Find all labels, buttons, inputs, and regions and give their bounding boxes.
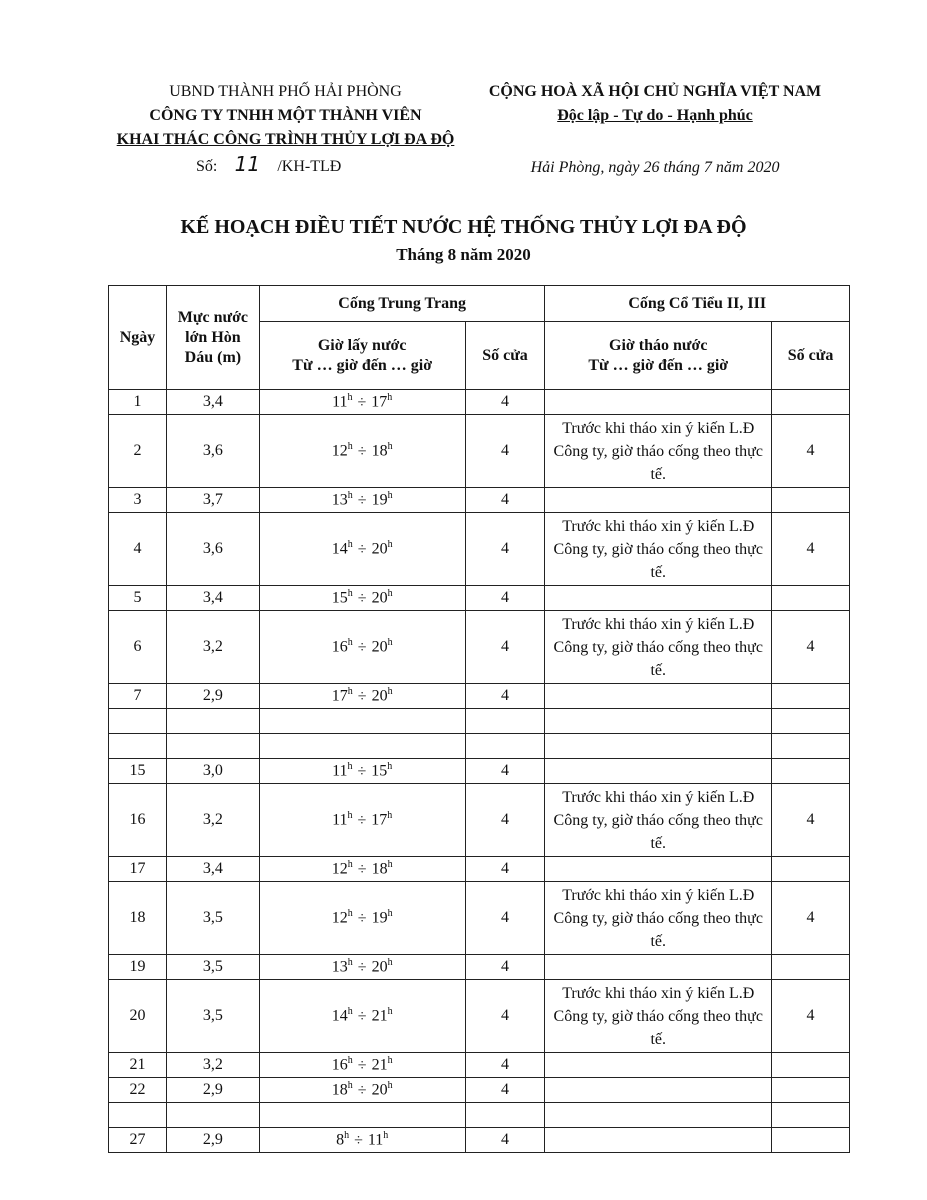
document-title: KẾ HOẠCH ĐIỀU TIẾT NƯỚC HỆ THỐNG THỦY LỢI ĐA ĐỘ: [180, 216, 747, 238]
gates-cell: 4: [465, 857, 545, 882]
hour-mark: h: [347, 392, 353, 404]
table-row: [109, 955, 850, 980]
gates2-cell: 4: [772, 611, 850, 684]
level-cell: 3,0: [166, 759, 259, 784]
empty-cell: [166, 734, 259, 759]
level-cell: 3,2: [166, 1053, 259, 1078]
time-to: 17: [371, 811, 388, 829]
release-note-cell: [545, 759, 772, 784]
gates2-cell: [772, 759, 850, 784]
hour-mark: h: [347, 957, 353, 969]
day-cell: 4: [109, 513, 167, 586]
hour-mark: h: [387, 392, 393, 404]
col-release-sub: Từ … giờ đến … giờ: [588, 356, 729, 374]
gates-cell: 4: [465, 882, 545, 955]
col-level-header: Mực nước lớn Hòn Dáu (m): [166, 286, 259, 390]
water-plan-table: [108, 285, 850, 1153]
table-row: [109, 415, 850, 488]
table-row: [109, 390, 850, 415]
level-cell: 2,9: [166, 684, 259, 709]
table-row: [109, 488, 850, 513]
time-to: 20: [371, 687, 388, 705]
col-release-title: Giờ tháo nước: [609, 336, 708, 354]
table-row: [109, 980, 850, 1053]
time-to: 20: [371, 540, 388, 558]
gates-cell: 4: [465, 684, 545, 709]
intake-time-cell: [259, 1128, 465, 1153]
hour-mark: h: [387, 1080, 393, 1092]
hour-mark: h: [387, 1006, 393, 1018]
level-cell: 3,2: [166, 784, 259, 857]
level-cell: 3,4: [166, 586, 259, 611]
empty-cell: [465, 1103, 545, 1128]
time-separator: ÷: [357, 442, 367, 460]
day-cell: 7: [109, 684, 167, 709]
hour-mark: h: [387, 441, 393, 453]
level-cell: 3,4: [166, 857, 259, 882]
col-gates2-header: Số cửa: [772, 322, 850, 390]
time-separator: ÷: [354, 1131, 363, 1149]
hour-mark: h: [387, 908, 393, 920]
hour-mark: h: [347, 810, 353, 822]
release-note-cell: Trước khi tháo xin ý kiến L.Đ Công ty, giờ tháo cống theo thực tế.: [545, 415, 772, 488]
level-cell: 3,7: [166, 488, 259, 513]
gates2-cell: 4: [772, 882, 850, 955]
gates-cell: 4: [465, 955, 545, 980]
col-day-header: Ngày: [109, 286, 167, 390]
release-note-cell: Trước khi tháo xin ý kiến L.Đ Công ty, giờ tháo cống theo thực tế.: [545, 980, 772, 1053]
release-note-cell: Trước khi tháo xin ý kiến L.Đ Công ty, giờ tháo cống theo thực tế.: [545, 882, 772, 955]
empty-cell: [772, 734, 850, 759]
time-from: 16: [331, 1056, 348, 1074]
time-separator: ÷: [357, 860, 367, 878]
time-separator: ÷: [357, 909, 367, 927]
hour-mark: h: [387, 686, 393, 698]
hour-mark: h: [347, 908, 353, 920]
empty-cell: [465, 734, 545, 759]
table-row: [109, 709, 850, 734]
day-cell: 22: [109, 1078, 167, 1103]
level-cell: 2,9: [166, 1078, 259, 1103]
level-cell: 3,5: [166, 980, 259, 1053]
day-cell: 3: [109, 488, 167, 513]
document-number: [108, 152, 463, 179]
level-cell: 3,2: [166, 611, 259, 684]
intake-time-cell: [259, 611, 465, 684]
issue-date: Hải Phòng, ngày 26 tháng 7 năm 2020: [530, 159, 780, 176]
day-cell: 27: [109, 1128, 167, 1153]
time-to: 21: [371, 1007, 388, 1025]
time-from: 8: [336, 1131, 345, 1149]
gates2-cell: [772, 586, 850, 611]
gates2-cell: [772, 1053, 850, 1078]
gates-cell: 4: [465, 415, 545, 488]
hour-mark: h: [387, 1055, 393, 1067]
table-row: [109, 1078, 850, 1103]
gates2-cell: [772, 488, 850, 513]
intake-time-cell: [259, 488, 465, 513]
day-cell: 2: [109, 415, 167, 488]
hour-mark: h: [347, 637, 353, 649]
time-from: 13: [331, 491, 348, 509]
day-cell: 18: [109, 882, 167, 955]
gates-cell: 4: [465, 611, 545, 684]
time-from: 11: [332, 762, 348, 780]
level-cell: 2,9: [166, 1128, 259, 1153]
intake-time-cell: [259, 980, 465, 1053]
gates2-cell: 4: [772, 415, 850, 488]
time-separator: ÷: [357, 1007, 367, 1025]
number-prefix: Số:: [196, 158, 218, 175]
intake-time-cell: [259, 759, 465, 784]
time-separator: ÷: [357, 811, 367, 829]
col-intake-sub: Từ … giờ đến … giờ: [292, 356, 433, 374]
motto-text: Độc lập - Tự do - Hạnh phúc: [557, 107, 753, 124]
time-separator: ÷: [357, 638, 367, 656]
hour-mark: h: [387, 761, 393, 773]
hour-mark: h: [347, 588, 353, 600]
intake-time-cell: [259, 955, 465, 980]
time-from: 16: [331, 638, 348, 656]
time-from: 12: [331, 860, 348, 878]
time-to: 17: [371, 393, 388, 411]
time-from: 14: [331, 540, 348, 558]
time-separator: ÷: [357, 958, 367, 976]
empty-cell: [545, 734, 772, 759]
gates2-cell: 4: [772, 980, 850, 1053]
time-from: 13: [331, 958, 348, 976]
time-to: 20: [371, 958, 388, 976]
table-row: [109, 513, 850, 586]
time-separator: ÷: [357, 491, 367, 509]
time-separator: ÷: [357, 393, 367, 411]
gates2-cell: [772, 1078, 850, 1103]
number-suffix: /KH-TLĐ: [277, 158, 342, 175]
hour-mark: h: [344, 1130, 350, 1142]
time-from: 14: [331, 1007, 348, 1025]
empty-cell: [545, 709, 772, 734]
intake-time-cell: [259, 684, 465, 709]
time-to: 20: [371, 589, 388, 607]
day-cell: 5: [109, 586, 167, 611]
hour-mark: h: [387, 859, 393, 871]
gates2-cell: 4: [772, 784, 850, 857]
gates-cell: 4: [465, 784, 545, 857]
group-trung-trang-header: Cống Trung Trang: [259, 286, 545, 322]
number-handwritten: 11: [234, 152, 261, 176]
intake-time-cell: [259, 513, 465, 586]
release-note-cell: [545, 1078, 772, 1103]
day-cell: 21: [109, 1053, 167, 1078]
col-intake-header: [259, 322, 465, 390]
release-note-cell: [545, 955, 772, 980]
time-to: 11: [367, 1131, 384, 1149]
time-separator: ÷: [357, 1056, 367, 1074]
gates2-cell: [772, 1128, 850, 1153]
empty-cell: [259, 734, 465, 759]
empty-cell: [166, 1103, 259, 1128]
hour-mark: h: [387, 957, 393, 969]
release-note-cell: Trước khi tháo xin ý kiến L.Đ Công ty, giờ tháo cống theo thực tế.: [545, 513, 772, 586]
col-gates1-header: Số cửa: [465, 322, 545, 390]
intake-time-cell: [259, 882, 465, 955]
table-row: [109, 1053, 850, 1078]
hour-mark: h: [347, 686, 353, 698]
table-row: [109, 1128, 850, 1153]
gates-cell: 4: [465, 513, 545, 586]
hour-mark: h: [347, 1055, 353, 1067]
hour-mark: h: [387, 539, 393, 551]
level-cell: 3,6: [166, 415, 259, 488]
gates-cell: 4: [465, 1053, 545, 1078]
hour-mark: h: [347, 859, 353, 871]
issuer-company: CÔNG TY TNHH MỘT THÀNH VIÊN: [149, 107, 422, 124]
empty-cell: [109, 734, 167, 759]
release-note-cell: [545, 1053, 772, 1078]
gates2-cell: [772, 390, 850, 415]
table-row: [109, 784, 850, 857]
table-row: [109, 586, 850, 611]
time-to: 18: [371, 860, 388, 878]
hour-mark: h: [387, 490, 393, 502]
col-release-header: [545, 322, 772, 390]
time-separator: ÷: [357, 762, 367, 780]
release-note-cell: Trước khi tháo xin ý kiến L.Đ Công ty, giờ tháo cống theo thực tế.: [545, 611, 772, 684]
gates-cell: 4: [465, 586, 545, 611]
hour-mark: h: [347, 539, 353, 551]
empty-cell: [109, 709, 167, 734]
level-cell: 3,5: [166, 955, 259, 980]
gates-cell: 4: [465, 980, 545, 1053]
empty-cell: [545, 1103, 772, 1128]
release-note-cell: [545, 390, 772, 415]
day-cell: 15: [109, 759, 167, 784]
table-row: [109, 759, 850, 784]
empty-cell: [259, 709, 465, 734]
intake-time-cell: [259, 415, 465, 488]
gates-cell: 4: [465, 488, 545, 513]
release-note-cell: [545, 1128, 772, 1153]
empty-cell: [465, 709, 545, 734]
time-to: 20: [371, 638, 388, 656]
time-to: 18: [371, 442, 388, 460]
hour-mark: h: [347, 490, 353, 502]
national-motto-block: [462, 80, 848, 180]
time-from: 11: [332, 393, 348, 411]
level-cell: 3,6: [166, 513, 259, 586]
gates-cell: 4: [465, 1078, 545, 1103]
document-subtitle: Tháng 8 năm 2020: [396, 245, 531, 264]
group-co-tieu-header: Cống Cổ Tiểu II, III: [545, 286, 850, 322]
intake-time-cell: [259, 1078, 465, 1103]
col-intake-title: Giờ lấy nước: [317, 336, 407, 354]
issuer-city: UBND THÀNH PHỐ HẢI PHÒNG: [169, 83, 402, 100]
time-from: 12: [331, 442, 348, 460]
day-cell: 6: [109, 611, 167, 684]
issuer-block: [108, 80, 463, 179]
empty-cell: [772, 1103, 850, 1128]
release-note-cell: [545, 586, 772, 611]
gates2-cell: 4: [772, 513, 850, 586]
gates2-cell: [772, 857, 850, 882]
intake-time-cell: [259, 390, 465, 415]
time-to: 21: [371, 1056, 388, 1074]
time-to: 19: [371, 909, 388, 927]
day-cell: 16: [109, 784, 167, 857]
hour-mark: h: [387, 637, 393, 649]
time-to: 20: [371, 1081, 388, 1099]
gates2-cell: [772, 955, 850, 980]
hour-mark: h: [347, 761, 353, 773]
hour-mark: h: [347, 1006, 353, 1018]
day-cell: 1: [109, 390, 167, 415]
hour-mark: h: [387, 810, 393, 822]
hour-mark: h: [383, 1130, 389, 1142]
time-to: 19: [371, 491, 388, 509]
intake-time-cell: [259, 857, 465, 882]
release-note-cell: [545, 684, 772, 709]
gates-cell: 4: [465, 390, 545, 415]
time-separator: ÷: [357, 1081, 367, 1099]
gates2-cell: [772, 684, 850, 709]
time-from: 15: [331, 589, 348, 607]
hour-mark: h: [347, 441, 353, 453]
time-from: 12: [331, 909, 348, 927]
gates-cell: 4: [465, 1128, 545, 1153]
table-row: [109, 882, 850, 955]
empty-cell: [109, 1103, 167, 1128]
time-from: 11: [332, 811, 348, 829]
plan-body: [109, 390, 850, 1153]
hour-mark: h: [387, 588, 393, 600]
day-cell: 17: [109, 857, 167, 882]
table-row: [109, 1103, 850, 1128]
motto: [462, 104, 848, 128]
issuer-company-text: KHAI THÁC CÔNG TRÌNH THỦY LỢI ĐA ĐỘ: [116, 131, 455, 148]
table-row: [109, 684, 850, 709]
time-separator: ÷: [357, 589, 367, 607]
table-row: [109, 857, 850, 882]
intake-time-cell: [259, 1053, 465, 1078]
empty-cell: [166, 709, 259, 734]
level-cell: 3,4: [166, 390, 259, 415]
intake-time-cell: [259, 784, 465, 857]
time-from: 18: [331, 1081, 348, 1099]
day-cell: 19: [109, 955, 167, 980]
release-note-cell: Trước khi tháo xin ý kiến L.Đ Công ty, giờ tháo cống theo thực tế.: [545, 784, 772, 857]
issuer-company-line2: [108, 128, 463, 152]
level-cell: 3,5: [166, 882, 259, 955]
gates-cell: 4: [465, 759, 545, 784]
table-row: [109, 734, 850, 759]
hour-mark: h: [347, 1080, 353, 1092]
empty-cell: [259, 1103, 465, 1128]
intake-time-cell: [259, 586, 465, 611]
empty-cell: [772, 709, 850, 734]
time-separator: ÷: [357, 540, 367, 558]
day-cell: 20: [109, 980, 167, 1053]
time-to: 15: [371, 762, 388, 780]
table-row: [109, 611, 850, 684]
time-separator: ÷: [357, 687, 367, 705]
release-note-cell: [545, 857, 772, 882]
time-from: 17: [331, 687, 348, 705]
country-name: CỘNG HOÀ XÃ HỘI CHỦ NGHĨA VIỆT NAM: [488, 83, 822, 100]
release-note-cell: [545, 488, 772, 513]
